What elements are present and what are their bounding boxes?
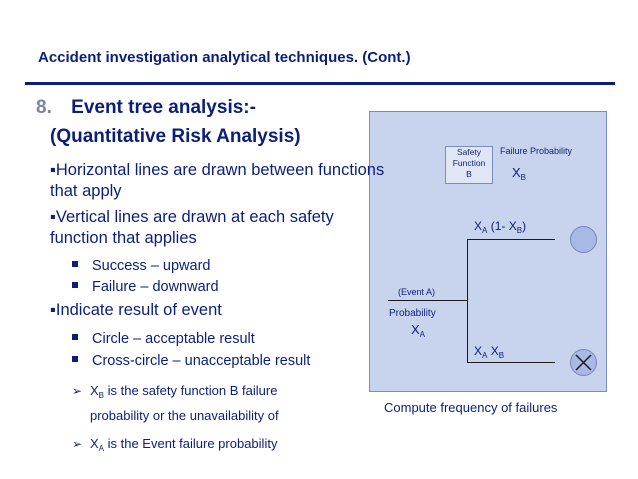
xa-variable: X xyxy=(411,322,420,337)
note-variable: X xyxy=(90,436,99,451)
event-a-label: (Event A) xyxy=(398,287,436,297)
bullet-text: Horizontal lines are drawn between functions that apply xyxy=(50,161,385,200)
section-subheading: (Quantitative Risk Analysis) xyxy=(50,126,301,147)
sub-bullet-failure xyxy=(72,279,219,295)
safety-function-box xyxy=(445,146,493,184)
sub-bullet-cross-circle xyxy=(72,353,310,369)
sub-bullet-text: Circle – acceptable result xyxy=(92,331,255,347)
upper-sub-2: B xyxy=(516,226,523,235)
lower-outcome-label xyxy=(474,344,504,360)
title-divider xyxy=(25,82,615,85)
safety-function-label-line2: Function xyxy=(452,158,486,168)
note-text: is the safety function B failure xyxy=(104,383,278,398)
upper-text: (1- X xyxy=(490,219,517,233)
bullet-indicate-result xyxy=(50,300,222,321)
lower-sub-1: A xyxy=(482,351,488,360)
bullet-text: Indicate result of event xyxy=(55,301,222,319)
unacceptable-result-cross-circle-icon xyxy=(570,349,597,376)
failure-branch-line xyxy=(467,362,555,363)
bullet-text: Vertical lines are drawn at each safety function that applies xyxy=(50,208,334,247)
cross-icon xyxy=(571,350,596,375)
section-heading-text: Event tree analysis:- xyxy=(71,97,256,118)
xa-subscript: A xyxy=(419,330,426,339)
note-text: is the Event failure probability xyxy=(104,436,278,451)
bullet-marker: ▪ xyxy=(50,208,56,226)
section-number: 8. xyxy=(36,97,52,118)
square-bullet-icon xyxy=(72,261,78,267)
acceptable-result-circle-icon xyxy=(570,226,597,253)
lower-var-2: X xyxy=(490,344,499,358)
diagram-caption: Compute frequency of failures xyxy=(384,400,558,415)
sub-bullet-success xyxy=(72,258,210,274)
note-subscript: A xyxy=(98,444,105,453)
upper-outcome-label xyxy=(474,219,526,235)
upper-sub-1: A xyxy=(482,226,488,235)
square-bullet-icon xyxy=(72,282,78,288)
xb-subscript: B xyxy=(520,173,527,182)
note-variable: X xyxy=(90,383,99,398)
slide-title: Accident investigation analytical techniques. (Cont.) xyxy=(38,49,411,66)
note-subscript: B xyxy=(98,391,105,400)
safety-function-label-line1: Safety xyxy=(456,147,482,157)
sub-bullet-text: Success – upward xyxy=(92,258,211,274)
square-bullet-icon xyxy=(72,334,78,340)
bullet-horizontal-lines xyxy=(50,160,390,202)
note-text-continued: probability or the unavailability of xyxy=(90,408,279,423)
note-xb xyxy=(72,381,279,426)
xb-label xyxy=(512,165,526,182)
note-xa xyxy=(72,434,277,459)
sub-bullet-text: Cross-circle – unacceptable result xyxy=(92,353,311,369)
sub-bullet-text: Failure – downward xyxy=(92,279,219,295)
safety-function-vertical-line xyxy=(467,239,468,362)
success-branch-line xyxy=(467,239,555,240)
arrow-bullet-icon: ➢ xyxy=(72,437,83,451)
xa-label xyxy=(411,322,425,339)
lower-var-1: X xyxy=(474,344,483,358)
square-bullet-icon xyxy=(72,356,78,362)
upper-var-1: X xyxy=(474,219,483,233)
safety-function-label-line3: B xyxy=(466,169,472,179)
bullet-marker: ▪ xyxy=(50,161,56,179)
section-heading xyxy=(36,97,256,119)
upper-end: ) xyxy=(522,219,527,233)
probability-label: Probability xyxy=(389,308,436,319)
xb-variable: X xyxy=(512,165,521,180)
bullet-vertical-lines xyxy=(50,207,370,249)
failure-probability-label: Failure Probability xyxy=(500,146,573,156)
sub-bullet-circle xyxy=(72,331,255,347)
event-a-horizontal-line xyxy=(388,300,467,301)
lower-sub-2: B xyxy=(498,351,505,360)
bullet-marker: ▪ xyxy=(50,301,56,319)
arrow-bullet-icon: ➢ xyxy=(72,384,83,398)
